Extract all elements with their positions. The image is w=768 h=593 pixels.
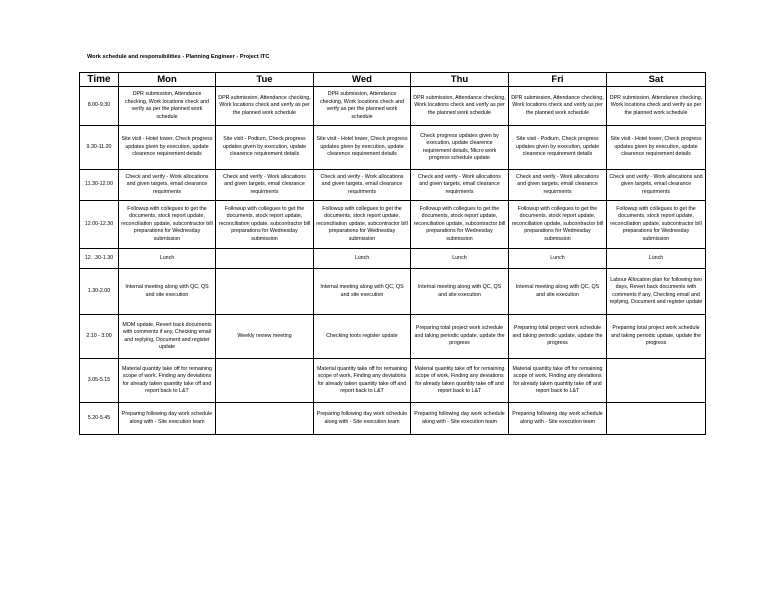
header-thu: Thu xyxy=(411,73,509,87)
schedule-cell: Preparing total project work schedule and taking periodic update, update the progress xyxy=(607,315,706,359)
schedule-cell: MOM update, Revert back documents with comments if any, Checking email and replying, Document and register update xyxy=(119,315,216,359)
schedule-cell: Site visit - Hotel tower, Check progress updates given by execution, update clearence requirement details xyxy=(119,126,216,170)
schedule-cell xyxy=(216,359,314,403)
schedule-cell: Material quantity take off for remaining scope of work, Finding any deviations for already taken quantity take off and report back to L&T xyxy=(509,359,607,403)
time-cell: 12.00-12.30 xyxy=(80,201,119,249)
time-cell: 11.30-12.00 xyxy=(80,170,119,201)
schedule-cell: Material quantity take off for remaining scope of work, Finding any deviations for already taken quantity take off and report back to L&T xyxy=(314,359,411,403)
schedule-cell: Internal meeting along with QC, QS and site execution xyxy=(314,269,411,315)
schedule-cell: DPR submission, Attendance checking, Work locations check and verify as per the planned work schedule xyxy=(411,87,509,126)
schedule-cell: Internal meeting along with QC, QS and site execution xyxy=(411,269,509,315)
schedule-cell: Followup with collegues to get the documents, stock report update, reconciliation update, subcontractor bill preparations for Wednesday submission xyxy=(314,201,411,249)
table-row xyxy=(80,403,706,435)
time-cell: 9.30-11.20 xyxy=(80,126,119,170)
table-row xyxy=(80,249,706,269)
header-tue: Tue xyxy=(216,73,314,87)
time-cell: 3.05-5.15 xyxy=(80,359,119,403)
schedule-cell: Check and verify - Work allocations and given targets, email clearance requirments xyxy=(314,170,411,201)
schedule-cell: Preparing following day work schedule along with - Site execution team xyxy=(119,403,216,435)
time-cell: 2.10 - 3.00 xyxy=(80,315,119,359)
schedule-cell: Check and verify - Work allocations and given targets, email clearance requirments xyxy=(509,170,607,201)
schedule-cell: Weekly review meeting xyxy=(216,315,314,359)
schedule-cell: Site visit - Hotel tower, Check progress updates given by execution, update clearence requirement details xyxy=(607,126,706,170)
schedule-cell: Followup with collegues to get the documents, stock report update, reconciliation update, subcontractor bill preparations for Wednesday submission xyxy=(509,201,607,249)
schedule-cell: Check and verify - Work allocations and given targets, email clearance requirments xyxy=(411,170,509,201)
table-row xyxy=(80,315,706,359)
schedule-cell: Check and verify - Work allocations and given targets, email clearance requirments xyxy=(607,170,706,201)
schedule-cell xyxy=(607,403,706,435)
schedule-cell: Lunch xyxy=(509,249,607,269)
header-time: Time xyxy=(80,73,119,87)
schedule-cell: Lunch xyxy=(119,249,216,269)
header-fri: Fri xyxy=(509,73,607,87)
schedule-cell: Material quantity take off for remaining scope of work, Finding any deviations for already taken quantity take off and report back to L&T xyxy=(411,359,509,403)
schedule-cell: Lunch xyxy=(314,249,411,269)
schedule-cell xyxy=(216,403,314,435)
time-cell: 12. .30-1.30 xyxy=(80,249,119,269)
schedule-cell: Followup with collegues to get the documents, stock report update, reconciliation update, subcontractor bill preparations for Wednesday submission xyxy=(216,201,314,249)
table-row xyxy=(80,170,706,201)
schedule-cell: Site visit - Hotel tower, Check progress updates given by execution, update clearence requirement details xyxy=(314,126,411,170)
schedule-cell: Preparing total project work schedule and taking periodic update, update the progress xyxy=(411,315,509,359)
schedule-cell: Internal meeting along with QC, QS and site execution xyxy=(119,269,216,315)
schedule-cell: Preparing total project work schedule and taking periodic update, update the progress xyxy=(509,315,607,359)
time-cell: 1.30-2.00 xyxy=(80,269,119,315)
schedule-cell: Check and verify - Work allocations and given targets, email clearance requirments xyxy=(119,170,216,201)
schedule-cell xyxy=(216,269,314,315)
schedule-cell: Preparing following day work schedule along with - Site execution team xyxy=(509,403,607,435)
header-wed: Wed xyxy=(314,73,411,87)
time-cell: 8.00-9.30 xyxy=(80,87,119,126)
schedule-cell: Preparing following day work schedule along with - Site execution team xyxy=(314,403,411,435)
schedule-cell: DPR submission, Attendance checking, Work locations check and verify as per the planned work schedule xyxy=(509,87,607,126)
schedule-cell: Followup with collegues to get the documents, stock report update, reconciliation update, subcontractor bill preparations for Wednesday submission xyxy=(607,201,706,249)
schedule-cell xyxy=(216,249,314,269)
schedule-cell: DPR submission, Attendance checking, Work locations check and verify as per the planned work schedule xyxy=(119,87,216,126)
header-sat: Sat xyxy=(607,73,706,87)
header-mon: Mon xyxy=(119,73,216,87)
schedule-cell: Material quantity take off for remaining scope of work, Finding any deviations for already taken quantity take off and report back to L&T xyxy=(119,359,216,403)
schedule-cell: DPR submission, Attendance checking, Work locations check and verify as per the planned work schedule xyxy=(314,87,411,126)
table-row xyxy=(80,269,706,315)
table-row xyxy=(80,87,706,126)
schedule-cell: DPR submission, Attendance checking, Work locations check and verify as per the planned work schedule xyxy=(216,87,314,126)
schedule-cell: Checking tools register update xyxy=(314,315,411,359)
schedule-cell: Labour Allocation plan for following two days, Revert back documents with comments if any, Checking email and replying, Document and register update xyxy=(607,269,706,315)
header-row xyxy=(80,73,706,87)
time-cell: 5.20-5.45 xyxy=(80,403,119,435)
schedule-cell: Check and verify - Work allocations and given targets, email clearance requirments xyxy=(216,170,314,201)
schedule-cell: Followup with collegues to get the documents, stock report update, reconciliation update, subcontractor bill preparations for Wednesday submission xyxy=(411,201,509,249)
schedule-cell: Lunch xyxy=(411,249,509,269)
schedule-table xyxy=(79,72,706,435)
schedule-cell: DPR submission, Attendance checking, Work locations check and verify as per the planned work schedule xyxy=(607,87,706,126)
table-row xyxy=(80,201,706,249)
schedule-cell: Site visit - Podium, Check progress updates given by execution, update clearence requirement details xyxy=(216,126,314,170)
schedule-cell: Followup with collegues to get the documents, stock report update, reconciliation update, subcontractor bill preparations for Wednesday submission xyxy=(119,201,216,249)
table-row xyxy=(80,126,706,170)
table-row xyxy=(80,359,706,403)
schedule-cell: Check progress updates given by execution, update clearence requirement details, Micro work progress schedule update xyxy=(411,126,509,170)
document-title: Work schedule and responsibilities - Planning Engineer - Project ITC xyxy=(87,54,270,60)
schedule-cell: Lunch xyxy=(607,249,706,269)
schedule-cell: Preparing following day work schedule along with - Site execution team xyxy=(411,403,509,435)
schedule-cell: Site visit - Podium, Check progress updates given by execution, update clearence requirement details xyxy=(509,126,607,170)
schedule-cell xyxy=(607,359,706,403)
schedule-cell: Internal meeting along with QC, QS and site execution xyxy=(509,269,607,315)
